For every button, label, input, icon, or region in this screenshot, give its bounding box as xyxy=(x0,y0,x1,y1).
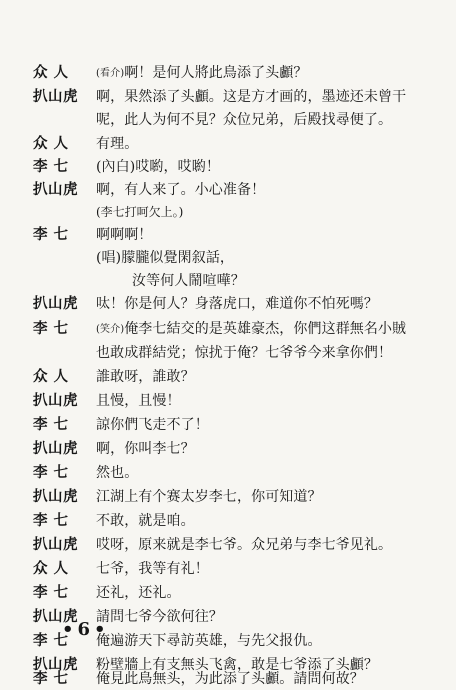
dialogue-line xyxy=(0,510,456,532)
dialogue-line xyxy=(0,270,456,292)
dialogue-line xyxy=(0,558,456,580)
dialogue-text: 粉壁牆上有支無头飞禽，敢是七爷添了头顱？ xyxy=(96,657,378,673)
speaker-label: 扒山虎 xyxy=(33,440,78,457)
dialogue-text: 还礼，还礼。 xyxy=(96,585,181,601)
speaker-label: 扒山虎 xyxy=(33,181,78,198)
speaker-label: 李 七 xyxy=(33,226,69,243)
dialogue-text-body: 啊！是何人將此鳥添了头顱？ xyxy=(124,65,308,81)
speaker-label: 李 七 xyxy=(33,416,69,433)
dialogue-text: 不敢，就是咱。 xyxy=(96,513,195,529)
speaker-label: 扒山虎 xyxy=(33,488,78,505)
dialogue-text: 啊啊啊！ xyxy=(96,227,153,243)
dialogue-text: 啊，有人来了。小心准备！ xyxy=(96,182,266,198)
speaker-label: 扒山虎 xyxy=(33,656,78,673)
speaker-label: 众 人 xyxy=(33,64,69,81)
dialogue-line xyxy=(0,462,456,484)
dialogue-line xyxy=(0,366,456,388)
dialogue-text: 諒你們飞走不了！ xyxy=(96,417,209,433)
speaker-label: 扒山虎 xyxy=(33,295,78,312)
dialogue-text-body: 俺李七結交的是英雄豪杰，你們这群無名小賊 xyxy=(124,321,407,337)
speaker-label: 李 七 xyxy=(33,320,69,337)
dialogue-line xyxy=(0,390,456,412)
stage-direction: (笑介) xyxy=(96,324,125,335)
dialogue-line xyxy=(0,582,456,604)
dialogue-text xyxy=(96,318,430,342)
speaker-label: 扒山虎 xyxy=(33,88,78,105)
dialogue-line xyxy=(0,293,456,315)
speaker-label: 李 七 xyxy=(33,584,69,601)
speaker-label: 众 人 xyxy=(33,135,69,152)
dialogue-text: 俺遍游天下尋訪英雄，与先父报仇。 xyxy=(96,633,322,649)
dialogue-text: 江湖上有个赛太岁李七，你可知道？ xyxy=(96,489,322,505)
dialogue-line xyxy=(0,156,456,178)
dialogue-text: 呔！你是何人？身落虎口，难道你不怕死嗎？ xyxy=(96,296,378,312)
page-number: •6• xyxy=(62,619,110,640)
dialogue-line xyxy=(0,62,456,84)
dialogue-text: 也敢成群結党；惊扰于俺？七爷爷今来拿你們！ xyxy=(96,345,393,361)
dialogue-text: 俺見此鳥無头，为此添了头顱。請問何故？ xyxy=(96,671,364,687)
speaker-label: 众 人 xyxy=(33,368,69,385)
speaker-label: 扒山虎 xyxy=(33,608,78,625)
dialogue-line xyxy=(0,109,456,131)
dialogue-line xyxy=(0,179,456,201)
dialogue-text: 啊，果然添了头顱。这是方才画的，墨迹还未曾干 xyxy=(96,89,407,105)
speaker-label: 众 人 xyxy=(33,560,69,577)
stage-direction-line xyxy=(0,201,456,223)
dialogue-text: 然也。 xyxy=(96,465,139,481)
dialogue-line xyxy=(0,414,456,436)
dialogue-line xyxy=(0,86,456,108)
dialogue-line xyxy=(0,318,456,340)
dialogue-text: 請問七爷今欲何往？ xyxy=(96,609,223,625)
speaker-label: 李 七 xyxy=(33,632,69,649)
speaker-label: 扒山虎 xyxy=(33,536,78,553)
dialogue-text xyxy=(96,62,430,86)
dialogue-text: 哎呀，原来就是李七爷。众兄弟与李七爷见礼。 xyxy=(96,537,393,553)
stage-direction: (李七打呵欠上。) xyxy=(96,205,184,219)
dialogue-line xyxy=(0,438,456,460)
speaker-label: 扒山虎 xyxy=(33,392,78,409)
dialogue-line xyxy=(0,342,456,364)
dialogue-line xyxy=(0,534,456,556)
dialogue-text: 汝等何人鬧喧嘩？ xyxy=(132,273,245,289)
dialogue-text: (內白)哎喲，哎喲！ xyxy=(96,159,220,175)
dialogue-line xyxy=(0,486,456,508)
dialogue-line xyxy=(0,247,456,269)
dialogue-text: 有理。 xyxy=(96,136,139,152)
dialogue-text: 啊，你叫李七？ xyxy=(96,441,195,457)
dialogue-line xyxy=(0,133,456,155)
dialogue-text: 誰敢呀，誰敢？ xyxy=(96,369,195,385)
speaker-label: 李 七 xyxy=(33,670,69,687)
dialogue-text: (唱)朦朧似覺閑叙話， xyxy=(96,250,235,266)
stage-direction: (看介) xyxy=(96,68,125,79)
speaker-label: 李 七 xyxy=(33,158,69,175)
speaker-label: 李 七 xyxy=(33,512,69,529)
dialogue-line xyxy=(0,668,456,690)
speaker-label: 李 七 xyxy=(33,464,69,481)
dialogue-text: 呢，此人为何不見？众位兄弟，后殿找尋便了。 xyxy=(96,112,393,128)
dialogue-line xyxy=(0,224,456,246)
dialogue-text: 七爷，我等有礼！ xyxy=(96,561,209,577)
dialogue-text: 且慢，且慢！ xyxy=(96,393,181,409)
